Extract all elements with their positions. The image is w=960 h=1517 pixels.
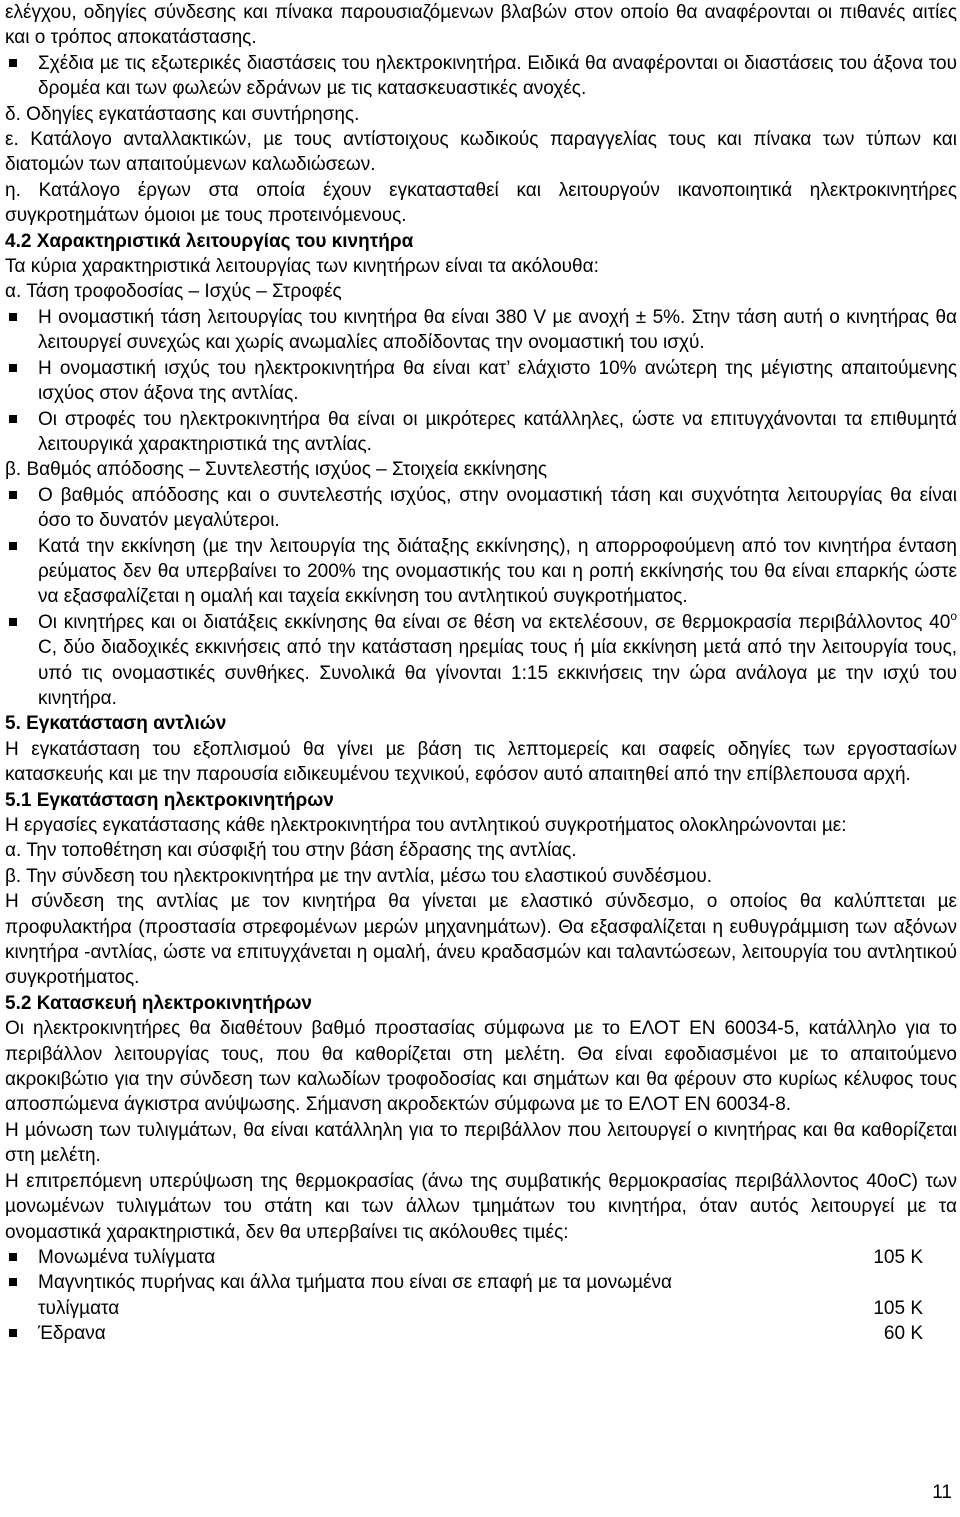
square-bullet-icon xyxy=(9,491,17,499)
bullet-voltage xyxy=(5,305,957,356)
temp-value: 105 K xyxy=(873,1297,923,1319)
paragraph-temperature-rise: Η επιτρεπόµενη υπερύψωση της θερµοκρασίας (άνω της συµβατικής θερµοκρασίας περιβάλλοντος 40οC) των µονωµένων τυλιγµάτων του στάτη και των άλλων τµηµάτων του κινητήρα, όταν αυτός λειτουργεί µε τα ονοµαστικά χαρακτηριστικά, δεν θα υπερβαίνει τις ακόλουθες τιµές: xyxy=(5,1170,957,1243)
temp-label: Μονωµένα τυλίγµατα xyxy=(38,1246,216,1268)
temp-label-line-1: Μαγνητικός πυρήνας και άλλα τµήµατα που είναι σε επαφή µε τα µονωµένα xyxy=(38,1272,672,1294)
bullet-text-post: C, δύο διαδοχικές εκκινήσεις από την κατάσταση ηρεµίας τους ή µία εκκίνηση µετά από την λειτουργία τους, υπό τις ονοµαστικές συνθήκες. Συνολικά θα γίνονται 1:15 εκκινήσεις την ώρα ανάλογα µε την ισχύ του κινητήρα. xyxy=(38,637,957,709)
paragraph-protection: Οι ηλεκτροκινητήρες θα διαθέτουν βαθµό προστασίας σύµφωνα µε το ΕΛΟΤ ΕΝ 60034-5, κατάλληλο για το περιβάλλον λειτουργίας τους, που θα καθορίζεται στη µελέτη. Θα είναι εφοδιασµένοι µε το απαιτούµενο ακροκιβώτιο για την σύνδεση των καλωδίων τροφοδοσίας και σηµάτων και θα φέρουν στο κυρίως κέλυφος τους αποσπώµενα άγκιστρα ανύψωσης. Σήµανση ακροδεκτών σύµφωνα µε το ΕΛΟΤ ΕΝ 60034-8. xyxy=(5,1018,957,1116)
square-bullet-icon xyxy=(9,313,17,321)
list-item-b: β. Την σύνδεση του ηλεκτροκινητήρα µε την αντλία, µέσω του ελαστικού συνδέσµου. xyxy=(5,865,712,887)
section-intro-5-1: Η εργασίες εγκατάστασης κάθε ηλεκτροκινητήρα του αντλητικού συγκροτήµατος ολοκληρώνονται µε: xyxy=(5,815,847,836)
square-bullet-icon xyxy=(9,59,17,67)
section-intro-4-2: Τα κύρια χαρακτηριστικά λειτουργίας των κινητήρων είναι τα ακόλουθα: xyxy=(5,256,599,278)
subheading-a: α. Τάση τροφοδοσίας – Ισχύς – Στροφές xyxy=(5,281,342,303)
square-bullet-icon xyxy=(9,1278,17,1286)
bullet-drawings xyxy=(5,51,957,102)
subheading-b: β. Βαθµός απόδοσης – Συντελεστής ισχύος – Στοιχεία εκκίνησης xyxy=(5,459,548,481)
bullet-text: Σχέδια µε τις εξωτερικές διαστάσεις του ηλεκτροκινητήρα. Ειδικά θα αναφέρονται οι διαστάσεις του άξονα του δροµέα και των φωλεών εδράνων µε τις κατασκευαστικές ανοχές. xyxy=(38,52,957,100)
bullet-text: Κατά την εκκίνηση (µε την λειτουργία της διάταξης εκκίνησης), η απορροφούµενη από τον κινητήρα ένταση ρεύµατος δεν θα υπερβαίνει το 200% της ονοµαστικής του και η ροπή εκκίνησής του θα είναι επαρκής ώστε να εξασφαλίζεται η οµαλή και ταχεία εκκίνηση του αντλητικού συγκροτήµατος. xyxy=(38,535,957,608)
section-heading-4-2: 4.2 Χαρακτηριστικά λειτουργίας του κινητήρα xyxy=(5,230,414,252)
degree-superscript: ο xyxy=(950,608,957,623)
page-number: 11 xyxy=(932,1482,952,1503)
temp-label: Έδρανα xyxy=(38,1323,106,1345)
bullet-text: Οι στροφές του ηλεκτροκινητήρα θα είναι οι µικρότερες κατάλληλες, ώστε να επιτυγχάνονται τα επιθυµητά λειτουργικά χαρακτηριστικά της αντλίας. xyxy=(38,408,957,455)
document-page xyxy=(5,0,957,1347)
bullet-text: Η ονοµαστική ισχύς του ηλεκτροκινητήρα θα είναι κατ’ ελάχιστο 10% ανώτερη της µέγιστης απαιτούµενης ισχύος στον άξονα της αντλίας. xyxy=(38,357,957,405)
bullet-text-pre: Οι κινητήρες και οι διατάξεις εκκίνησης θα είναι σε θέση να εκτελέσουν, σε θερµοκρασία περιβάλλοντος 40 xyxy=(38,611,951,633)
list-item-a: α. Την τοποθέτηση και σύσφιξή του στην βάση έδρασης της αντλίας. xyxy=(5,840,577,862)
bullet-text: Ο βαθµός απόδοσης και ο συντελεστής ισχύος, στην ονοµαστική τάση και συχνότητα λειτουργίας θα είναι όσο το δυνατόν µεγαλύτεροι. xyxy=(38,484,957,532)
section-body-5: Η εγκατάσταση του εξοπλισµού θα γίνει µε βάση τις λεπτοµερείς και σαφείς οδηγίες των εργοστασίων κατασκευής και µε την παρουσία ειδικευµένου τεχνικού, εφόσον αυτό απαιτηθεί από την επίβλεπουσα αρχή. xyxy=(5,738,957,786)
section-heading-5-1: 5.1 Εγκατάσταση ηλεκτροκινητήρων xyxy=(5,789,334,811)
square-bullet-icon xyxy=(9,618,17,626)
bullet-starts xyxy=(5,610,957,712)
bullet-power xyxy=(5,356,957,407)
section-heading-5-2: 5.2 Κατασκευή ηλεκτροκινητήρων xyxy=(5,992,312,1014)
temp-row-bearings xyxy=(5,1321,957,1346)
temp-value: 60 K xyxy=(883,1323,923,1345)
list-item-e: ε. Κατάλογο ανταλλακτικών, µε τους αντίστοιχους κωδικούς παραγγελίας τους και πίνακα των τύπων και διατοµών των απαιτούµενων καλωδιώσεων. xyxy=(5,129,957,176)
bullet-text: Η ονοµαστική τάση λειτουργίας του κινητήρα θα είναι 380 V µε ανοχή ± 5%. Στην τάση αυτή ο κινητήρας θα λειτουργεί συνεχώς και χωρίς ανωµαλίες αποδίδοντας την ονοµαστική του ισχύ. xyxy=(38,306,957,354)
square-bullet-icon xyxy=(9,415,17,423)
temp-value: 105 K xyxy=(873,1246,923,1268)
square-bullet-icon xyxy=(9,1253,17,1261)
bullet-efficiency xyxy=(5,483,957,534)
section-body-5-1: Η σύνδεση της αντλίας µε τον κινητήρα θα γίνεται µε ελαστικό σύνδεσµο, ο οποίος θα καλύπτεται µε προφυλακτήρα (προστασία στρεφοµένων µερών µηχανηµάτων). Θα εξασφαλίζεται η ευθυγράµµιση των αξόνων κινητήρα -αντλίας, ώστε να επιτυγχάνεται η οµαλή, άνευ κραδασµών και ταλαντώσεων, λειτουργία του αντλητικού συγκροτήµατος. xyxy=(5,891,957,989)
section-heading-5: 5. Εγκατάσταση αντλιών xyxy=(5,713,227,735)
list-item-d: δ. Οδηγίες εγκατάστασης και συντήρησης. xyxy=(5,103,360,125)
square-bullet-icon xyxy=(9,542,17,550)
temp-label-line-2: τυλίγµατα xyxy=(38,1297,120,1319)
paragraph-intro: ελέγχου, οδηγίες σύνδεσης και πίνακα παρουσιαζόµενων βλαβών στον οποίο θα αναφέρονται οι πιθανές αιτίες και ο τρόπος αποκατάστασης. xyxy=(5,2,957,49)
list-item-h: η. Κατάλογο έργων στα οποία έχουν εγκατασταθεί και λειτουργούν ικανοποιητικά ηλεκτροκινητήρες συγκροτηµάτων όµοιοι µε τους προτεινόµενους. xyxy=(5,179,957,227)
paragraph-insulation: Η µόνωση των τυλιγµάτων, θα είναι κατάλληλη για το περιβάλλον που λειτουργεί ο κινητήρας και θα καθορίζεται στη µελέτη. xyxy=(5,1119,957,1167)
square-bullet-icon xyxy=(9,1329,17,1337)
bullet-starting-current xyxy=(5,534,957,610)
temp-row-core xyxy=(5,1270,957,1321)
bullet-rpm xyxy=(5,407,957,458)
square-bullet-icon xyxy=(9,364,17,372)
temp-row-windings xyxy=(5,1245,957,1270)
